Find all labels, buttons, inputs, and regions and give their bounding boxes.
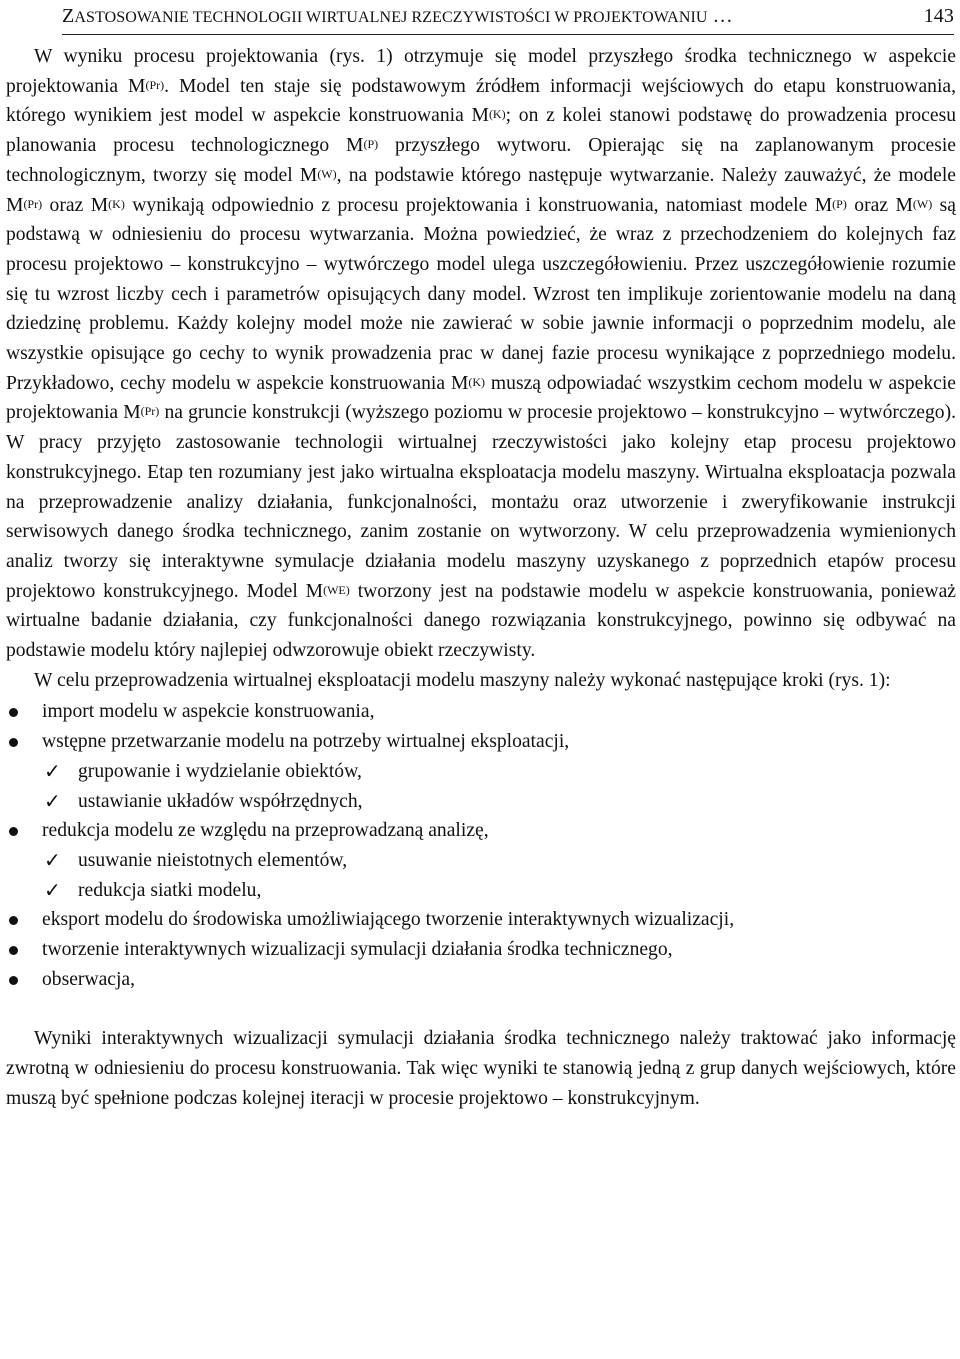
bullet-icon <box>9 738 18 747</box>
bullet-icon <box>9 946 18 955</box>
list-item: import modelu w aspekcie konstruowania, <box>6 697 956 727</box>
bullet-icon <box>9 976 18 985</box>
main-text <box>6 42 956 1113</box>
list-subitem: ✓ usuwanie nieistotnych elementów, <box>6 846 956 876</box>
page-number: 143 <box>923 5 954 27</box>
list-subitem: ✓ grupowanie i wydzielanie obiektów, <box>6 757 956 787</box>
bullet-icon <box>9 916 18 925</box>
paragraph-model-process: W wyniku procesu projektowania (rys. 1) otrzymuje się model przyszłego środka technicznego w aspekcie projektowania $M^{(Pr)}$. Model ten staje się podstawowym źródłem informacji wejściowych do etapu konstruowania, którego wynikiem jest model w aspekcie konstruowania $M^{(K)}$; on z kolei stanowi podstawę do prowadzenia procesu planowania procesu technologicznego $M^{(P)}$ przyszłego wytworu. Opierając się na zaplanowanym procesie technologicznym, tworzy się model $M^{(W)}$, na podstawie którego następuje wytwarzanie. Należy zauważyć, że modele $M^{(Pr)}$ oraz $M^{(K)}$ wynikają odpowiednio z procesu projektowania i konstruowania, natomiast modele $M^{(P)}$ oraz $M^{(W)}$ są podstawą w odniesieniu do procesu wytwarzania. Można powiedzieć, że wraz z przechodzeniem do kolejnych faz procesu projektowo – konstrukcyjno – wytwórczego model ulega uszczegółowieniu. Przez uszczegółowienie rozumie się tu wzrost liczby cech i parametrów opisujących dany model. Wzrost ten implikuje zorientowanie modelu na daną dziedzinę problemu. Każdy kolejny model może nie zawierać w sobie jawnie informacji o poprzednim modelu, ale wszystkie opisujące go cechy to wynik prowadzenia prac w danej fazie procesu wynikające z poprzedniego modelu. Przykładowo, cechy modelu w aspekcie konstruowania $M^{(K)}$ muszą odpowiadać wszystkim cechom modelu w aspekcie projektowania $M^{(Pr)}$ na gruncie konstrukcji (wyższego poziomu w procesie projektowo – konstrukcyjno – wytwórczego). W pracy przyjęto zastosowanie technologii wirtualnej rzeczywistości jako kolejny etap procesu projektowo konstrukcyjnego. Etap ten rozumiany jest jako wirtualna eksploatacja modelu maszyny. Wirtualna eksploatacja pozwala na przeprowadzenie analizy działania, funkcjonalności, montażu oraz utworzenie i zweryfikowanie instrukcji serwisowych danego środka technicznego, zanim zostanie on wytworzony. W celu przeprowadzenia wymienionych analiz tworzy się interaktywne symulacje działania modelu maszyny uzyskanego z poprzednich etapów procesu projektowo konstrukcyjnego. Model $M^{(WE)}$ tworzony jest na podstawie modelu w aspekcie konstruowania, ponieważ wirtualne badanie działania, czy funkcjonalności danego rozwiązania konstrukcyjnego, powinno się odbywać na podstawie modelu który najlepiej odwzorowuje obiekt rzeczywisty. <box>6 46 956 662</box>
running-header <box>62 0 954 35</box>
list-item: tworzenie interaktywnych wizualizacji symulacji działania środka technicznego, <box>6 935 956 965</box>
checkmark-icon: ✓ <box>44 847 61 872</box>
checkmark-icon: ✓ <box>44 788 61 813</box>
checkmark-icon: ✓ <box>44 877 61 902</box>
bullet-icon <box>9 827 18 836</box>
paragraph-steps-intro: W celu przeprowadzenia wirtualnej eksploatacji modelu maszyny należy wykonać następujące kroki (rys. 1): <box>34 669 891 691</box>
list-item: obserwacja, <box>6 965 956 995</box>
list-subitem: ✓ redukcja siatki modelu, <box>6 876 956 906</box>
bullet-icon <box>9 708 18 717</box>
paragraph-feedback: Wyniki interaktywnych wizualizacji symulacji działania środka technicznego należy traktować jako informację zwrotną w odniesieniu do procesu konstruowania. Tak więc wyniki te stanowią jedną z grup danych wejściowych, które muszą być spełnione podczas kolejnej iteracji w procesie projektowo – konstrukcyjnym. <box>6 1028 956 1109</box>
list-item: redukcja modelu ze względu na przeprowadzaną analizę, <box>6 816 956 846</box>
steps-list <box>6 697 956 994</box>
list-subitem: ✓ ustawianie układów współrzędnych, <box>6 787 956 817</box>
list-item: wstępne przetwarzanie modelu na potrzeby wirtualnej eksploatacji, <box>6 727 956 757</box>
spacer <box>6 994 956 1024</box>
running-title: ZASTOSOWANIE TECHNOLOGII WIRTUALNEJ RZECZYWISTOŚCI W PROJEKTOWANIU … <box>62 5 733 27</box>
checkmark-icon: ✓ <box>44 758 61 783</box>
list-item: eksport modelu do środowiska umożliwiającego tworzenie interaktywnych wizualizacji, <box>6 905 956 935</box>
